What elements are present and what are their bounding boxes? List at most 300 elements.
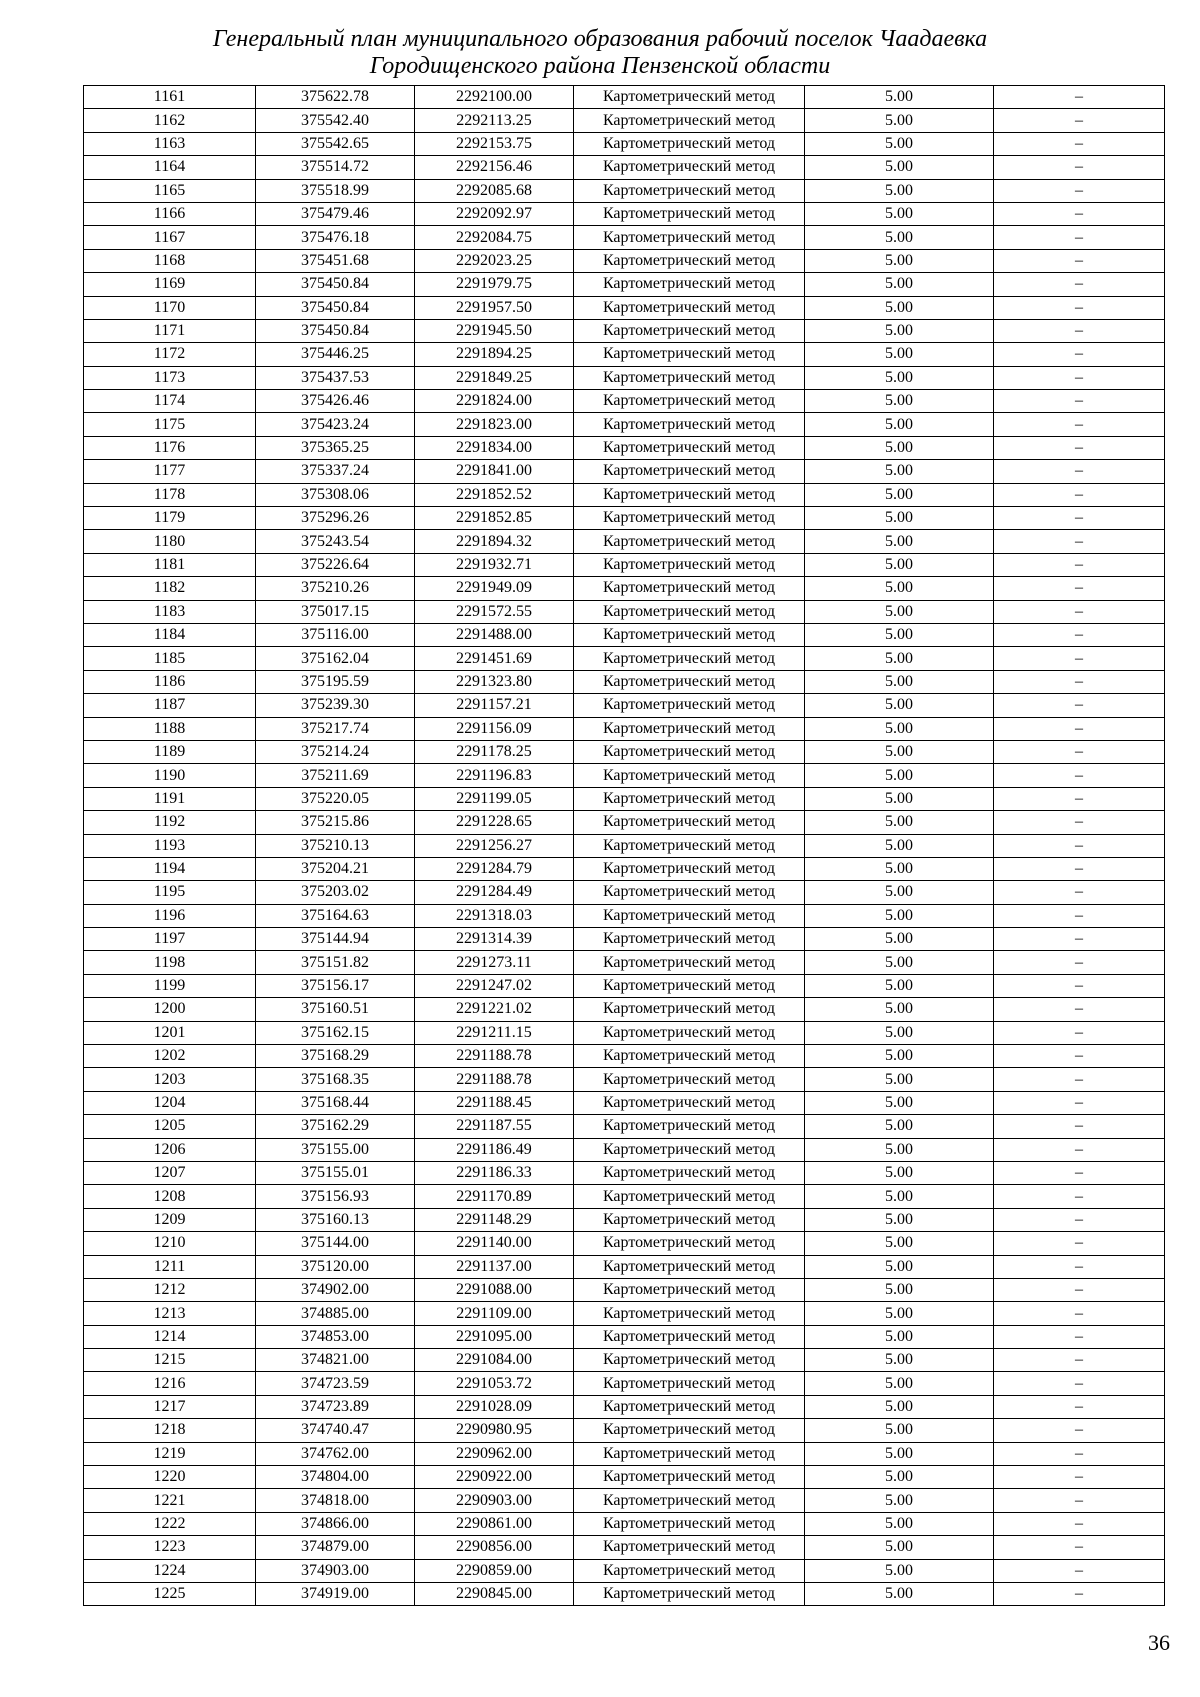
note-cell: – [994,553,1165,576]
y-coordinate-cell: 2291247.02 [415,974,574,997]
point-number-cell: 1185 [84,647,256,670]
table-row [84,1161,1165,1184]
method-cell: Картометрический метод [574,390,805,413]
note-cell: – [994,998,1165,1021]
error-cell: 5.00 [805,1138,994,1161]
method-cell: Картометрический метод [574,834,805,857]
method-cell: Картометрический метод [574,1255,805,1278]
note-cell: – [994,1021,1165,1044]
note-cell: – [994,1419,1165,1442]
note-cell: – [994,1559,1165,1582]
y-coordinate-cell: 2291572.55 [415,600,574,623]
error-cell: 5.00 [805,436,994,459]
error-cell: 5.00 [805,1419,994,1442]
table-row [84,857,1165,880]
x-coordinate-cell: 375308.06 [256,483,415,506]
method-cell: Картометрический метод [574,974,805,997]
method-cell: Картометрический метод [574,1115,805,1138]
table-row [84,226,1165,249]
y-coordinate-cell: 2290922.00 [415,1466,574,1489]
note-cell: – [994,1489,1165,1512]
y-coordinate-cell: 2291188.78 [415,1068,574,1091]
error-cell: 5.00 [805,366,994,389]
y-coordinate-cell: 2292153.75 [415,132,574,155]
error-cell: 5.00 [805,1466,994,1489]
method-cell: Картометрический метод [574,109,805,132]
point-number-cell: 1188 [84,717,256,740]
error-cell: 5.00 [805,928,994,951]
table-row [84,1091,1165,1114]
x-coordinate-cell: 375116.00 [256,623,415,646]
y-coordinate-cell: 2291196.83 [415,764,574,787]
table-row [84,343,1165,366]
table-row [84,951,1165,974]
method-cell: Картометрический метод [574,413,805,436]
y-coordinate-cell: 2292085.68 [415,179,574,202]
table-row [84,928,1165,951]
point-number-cell: 1203 [84,1068,256,1091]
table-row [84,1536,1165,1559]
x-coordinate-cell: 375542.65 [256,132,415,155]
table-row [84,1185,1165,1208]
point-number-cell: 1195 [84,881,256,904]
y-coordinate-cell: 2291199.05 [415,787,574,810]
x-coordinate-cell: 374885.00 [256,1302,415,1325]
table-row [84,717,1165,740]
point-number-cell: 1221 [84,1489,256,1512]
point-number-cell: 1193 [84,834,256,857]
point-number-cell: 1166 [84,202,256,225]
y-coordinate-cell: 2290903.00 [415,1489,574,1512]
note-cell: – [994,1115,1165,1138]
point-number-cell: 1163 [84,132,256,155]
error-cell: 5.00 [805,857,994,880]
point-number-cell: 1165 [84,179,256,202]
note-cell: – [994,834,1165,857]
point-number-cell: 1196 [84,904,256,927]
method-cell: Картометрический метод [574,928,805,951]
method-cell: Картометрический метод [574,1185,805,1208]
method-cell: Картометрический метод [574,1419,805,1442]
method-cell: Картометрический метод [574,530,805,553]
note-cell: – [994,1255,1165,1278]
table-row [84,1068,1165,1091]
table-row [84,202,1165,225]
y-coordinate-cell: 2291178.25 [415,740,574,763]
method-cell: Картометрический метод [574,717,805,740]
y-coordinate-cell: 2291109.00 [415,1302,574,1325]
note-cell: – [994,1138,1165,1161]
x-coordinate-cell: 375168.35 [256,1068,415,1091]
x-coordinate-cell: 375144.00 [256,1232,415,1255]
table-row [84,1325,1165,1348]
error-cell: 5.00 [805,647,994,670]
error-cell: 5.00 [805,764,994,787]
table-row [84,530,1165,553]
error-cell: 5.00 [805,273,994,296]
note-cell: – [994,1466,1165,1489]
x-coordinate-cell: 374902.00 [256,1278,415,1301]
note-cell: – [994,787,1165,810]
method-cell: Картометрический метод [574,600,805,623]
y-coordinate-cell: 2291949.09 [415,577,574,600]
error-cell: 5.00 [805,179,994,202]
y-coordinate-cell: 2291488.00 [415,623,574,646]
y-coordinate-cell: 2291849.25 [415,366,574,389]
table-row [84,1115,1165,1138]
note-cell: – [994,1185,1165,1208]
point-number-cell: 1215 [84,1349,256,1372]
table-row [84,1255,1165,1278]
error-cell: 5.00 [805,202,994,225]
error-cell: 5.00 [805,717,994,740]
method-cell: Картометрический метод [574,670,805,693]
note-cell: – [994,600,1165,623]
y-coordinate-cell: 2292113.25 [415,109,574,132]
x-coordinate-cell: 375204.21 [256,857,415,880]
error-cell: 5.00 [805,530,994,553]
table-row [84,904,1165,927]
method-cell: Картометрический метод [574,483,805,506]
point-number-cell: 1167 [84,226,256,249]
method-cell: Картометрический метод [574,647,805,670]
note-cell: – [994,904,1165,927]
x-coordinate-cell: 375437.53 [256,366,415,389]
y-coordinate-cell: 2291841.00 [415,460,574,483]
note-cell: – [994,577,1165,600]
x-coordinate-cell: 375120.00 [256,1255,415,1278]
table-row [84,1021,1165,1044]
y-coordinate-cell: 2291318.03 [415,904,574,927]
table-row [84,553,1165,576]
table-row [84,1442,1165,1465]
note-cell: – [994,623,1165,646]
x-coordinate-cell: 374762.00 [256,1442,415,1465]
x-coordinate-cell: 375211.69 [256,764,415,787]
table-row [84,390,1165,413]
note-cell: – [994,366,1165,389]
table-row [84,460,1165,483]
y-coordinate-cell: 2291137.00 [415,1255,574,1278]
point-number-cell: 1199 [84,974,256,997]
table-row [84,811,1165,834]
error-cell: 5.00 [805,1091,994,1114]
x-coordinate-cell: 375451.68 [256,249,415,272]
method-cell: Картометрический метод [574,1091,805,1114]
y-coordinate-cell: 2291284.49 [415,881,574,904]
point-number-cell: 1208 [84,1185,256,1208]
error-cell: 5.00 [805,1255,994,1278]
table-row [84,1466,1165,1489]
y-coordinate-cell: 2292023.25 [415,249,574,272]
method-cell: Картометрический метод [574,1208,805,1231]
note-cell: – [994,764,1165,787]
y-coordinate-cell: 2290856.00 [415,1536,574,1559]
x-coordinate-cell: 375220.05 [256,787,415,810]
y-coordinate-cell: 2291156.09 [415,717,574,740]
note-cell: – [994,717,1165,740]
method-cell: Картометрический метод [574,319,805,342]
x-coordinate-cell: 374804.00 [256,1466,415,1489]
point-number-cell: 1200 [84,998,256,1021]
x-coordinate-cell: 375210.13 [256,834,415,857]
point-number-cell: 1216 [84,1372,256,1395]
x-coordinate-cell: 375162.29 [256,1115,415,1138]
x-coordinate-cell: 375239.30 [256,694,415,717]
point-number-cell: 1162 [84,109,256,132]
error-cell: 5.00 [805,249,994,272]
error-cell: 5.00 [805,1395,994,1418]
note-cell: – [994,740,1165,763]
method-cell: Картометрический метод [574,1583,805,1606]
error-cell: 5.00 [805,694,994,717]
table-row [84,109,1165,132]
point-number-cell: 1217 [84,1395,256,1418]
table-row [84,1208,1165,1231]
error-cell: 5.00 [805,1161,994,1184]
method-cell: Картометрический метод [574,1466,805,1489]
point-number-cell: 1197 [84,928,256,951]
note-cell: – [994,109,1165,132]
x-coordinate-cell: 374740.47 [256,1419,415,1442]
x-coordinate-cell: 374723.89 [256,1395,415,1418]
error-cell: 5.00 [805,1325,994,1348]
y-coordinate-cell: 2291314.39 [415,928,574,951]
method-cell: Картометрический метод [574,904,805,927]
note-cell: – [994,647,1165,670]
y-coordinate-cell: 2291187.55 [415,1115,574,1138]
point-number-cell: 1183 [84,600,256,623]
method-cell: Картометрический метод [574,857,805,880]
table-row [84,507,1165,530]
point-number-cell: 1213 [84,1302,256,1325]
table-row [84,1232,1165,1255]
point-number-cell: 1180 [84,530,256,553]
point-number-cell: 1189 [84,740,256,763]
method-cell: Картометрический метод [574,1161,805,1184]
point-number-cell: 1177 [84,460,256,483]
error-cell: 5.00 [805,1302,994,1325]
method-cell: Картометрический метод [574,1395,805,1418]
method-cell: Картометрический метод [574,156,805,179]
method-cell: Картометрический метод [574,1138,805,1161]
y-coordinate-cell: 2291451.69 [415,647,574,670]
x-coordinate-cell: 375479.46 [256,202,415,225]
x-coordinate-cell: 375155.00 [256,1138,415,1161]
note-cell: – [994,319,1165,342]
error-cell: 5.00 [805,1583,994,1606]
note-cell: – [994,1325,1165,1348]
note-cell: – [994,86,1165,109]
point-number-cell: 1164 [84,156,256,179]
x-coordinate-cell: 374723.59 [256,1372,415,1395]
error-cell: 5.00 [805,109,994,132]
y-coordinate-cell: 2291140.00 [415,1232,574,1255]
point-number-cell: 1190 [84,764,256,787]
y-coordinate-cell: 2292084.75 [415,226,574,249]
x-coordinate-cell: 375296.26 [256,507,415,530]
method-cell: Картометрический метод [574,787,805,810]
point-number-cell: 1187 [84,694,256,717]
note-cell: – [994,928,1165,951]
y-coordinate-cell: 2291228.65 [415,811,574,834]
y-coordinate-cell: 2291852.85 [415,507,574,530]
point-number-cell: 1224 [84,1559,256,1582]
x-coordinate-cell: 375450.84 [256,319,415,342]
y-coordinate-cell: 2291186.49 [415,1138,574,1161]
error-cell: 5.00 [805,881,994,904]
x-coordinate-cell: 374866.00 [256,1512,415,1535]
method-cell: Картометрический метод [574,1325,805,1348]
y-coordinate-cell: 2291157.21 [415,694,574,717]
error-cell: 5.00 [805,740,994,763]
x-coordinate-cell: 375514.72 [256,156,415,179]
x-coordinate-cell: 375155.01 [256,1161,415,1184]
method-cell: Картометрический метод [574,273,805,296]
document-header [0,26,1200,80]
point-number-cell: 1191 [84,787,256,810]
method-cell: Картометрический метод [574,764,805,787]
note-cell: – [994,413,1165,436]
method-cell: Картометрический метод [574,366,805,389]
error-cell: 5.00 [805,834,994,857]
note-cell: – [994,1208,1165,1231]
y-coordinate-cell: 2291852.52 [415,483,574,506]
method-cell: Картометрический метод [574,1489,805,1512]
point-number-cell: 1170 [84,296,256,319]
y-coordinate-cell: 2291188.78 [415,1045,574,1068]
note-cell: – [994,343,1165,366]
y-coordinate-cell: 2291221.02 [415,998,574,1021]
header-title-line-2: Городищенского района Пензенской области [369,53,831,79]
y-coordinate-cell: 2291932.71 [415,553,574,576]
point-number-cell: 1205 [84,1115,256,1138]
y-coordinate-cell: 2292100.00 [415,86,574,109]
point-number-cell: 1210 [84,1232,256,1255]
table-row [84,1302,1165,1325]
note-cell: – [994,483,1165,506]
y-coordinate-cell: 2290845.00 [415,1583,574,1606]
note-cell: – [994,1068,1165,1091]
table-row [84,623,1165,646]
error-cell: 5.00 [805,1021,994,1044]
table-row [84,787,1165,810]
table-row [84,86,1165,109]
error-cell: 5.00 [805,951,994,974]
x-coordinate-cell: 375168.29 [256,1045,415,1068]
note-cell: – [994,1349,1165,1372]
x-coordinate-cell: 375156.17 [256,974,415,997]
table-row [84,998,1165,1021]
x-coordinate-cell: 375426.46 [256,390,415,413]
x-coordinate-cell: 374919.00 [256,1583,415,1606]
method-cell: Картометрический метод [574,343,805,366]
x-coordinate-cell: 375203.02 [256,881,415,904]
y-coordinate-cell: 2291095.00 [415,1325,574,1348]
x-coordinate-cell: 375243.54 [256,530,415,553]
method-cell: Картометрический метод [574,296,805,319]
y-coordinate-cell: 2291823.00 [415,413,574,436]
method-cell: Картометрический метод [574,553,805,576]
point-number-cell: 1179 [84,507,256,530]
y-coordinate-cell: 2291323.80 [415,670,574,693]
coordinates-table-body [84,86,1165,1606]
note-cell: – [994,156,1165,179]
error-cell: 5.00 [805,1068,994,1091]
error-cell: 5.00 [805,156,994,179]
point-number-cell: 1201 [84,1021,256,1044]
table-row [84,740,1165,763]
x-coordinate-cell: 375214.24 [256,740,415,763]
error-cell: 5.00 [805,1442,994,1465]
table-row [84,1583,1165,1606]
error-cell: 5.00 [805,296,994,319]
error-cell: 5.00 [805,226,994,249]
y-coordinate-cell: 2291084.00 [415,1349,574,1372]
x-coordinate-cell: 375542.40 [256,109,415,132]
method-cell: Картометрический метод [574,811,805,834]
table-row [84,156,1165,179]
method-cell: Картометрический метод [574,1045,805,1068]
x-coordinate-cell: 375162.04 [256,647,415,670]
x-coordinate-cell: 375622.78 [256,86,415,109]
point-number-cell: 1212 [84,1278,256,1301]
method-cell: Картометрический метод [574,1068,805,1091]
note-cell: – [994,1232,1165,1255]
y-coordinate-cell: 2291148.29 [415,1208,574,1231]
y-coordinate-cell: 2291053.72 [415,1372,574,1395]
note-cell: – [994,1091,1165,1114]
table-row [84,249,1165,272]
error-cell: 5.00 [805,1232,994,1255]
note-cell: – [994,249,1165,272]
point-number-cell: 1204 [84,1091,256,1114]
y-coordinate-cell: 2292156.46 [415,156,574,179]
y-coordinate-cell: 2290980.95 [415,1419,574,1442]
table-row [84,179,1165,202]
y-coordinate-cell: 2290859.00 [415,1559,574,1582]
x-coordinate-cell: 375151.82 [256,951,415,974]
table-row [84,881,1165,904]
error-cell: 5.00 [805,553,994,576]
error-cell: 5.00 [805,998,994,1021]
x-coordinate-cell: 375195.59 [256,670,415,693]
point-number-cell: 1161 [84,86,256,109]
coordinates-table [83,85,1165,1606]
point-number-cell: 1172 [84,343,256,366]
x-coordinate-cell: 375337.24 [256,460,415,483]
table-row [84,974,1165,997]
note-cell: – [994,132,1165,155]
note-cell: – [994,436,1165,459]
y-coordinate-cell: 2291256.27 [415,834,574,857]
point-number-cell: 1174 [84,390,256,413]
method-cell: Картометрический метод [574,1349,805,1372]
y-coordinate-cell: 2291088.00 [415,1278,574,1301]
error-cell: 5.00 [805,1489,994,1512]
table-row [84,319,1165,342]
error-cell: 5.00 [805,1372,994,1395]
note-cell: – [994,881,1165,904]
error-cell: 5.00 [805,1115,994,1138]
method-cell: Картометрический метод [574,623,805,646]
y-coordinate-cell: 2291028.09 [415,1395,574,1418]
x-coordinate-cell: 375518.99 [256,179,415,202]
point-number-cell: 1184 [84,623,256,646]
point-number-cell: 1209 [84,1208,256,1231]
y-coordinate-cell: 2291188.45 [415,1091,574,1114]
x-coordinate-cell: 375423.24 [256,413,415,436]
